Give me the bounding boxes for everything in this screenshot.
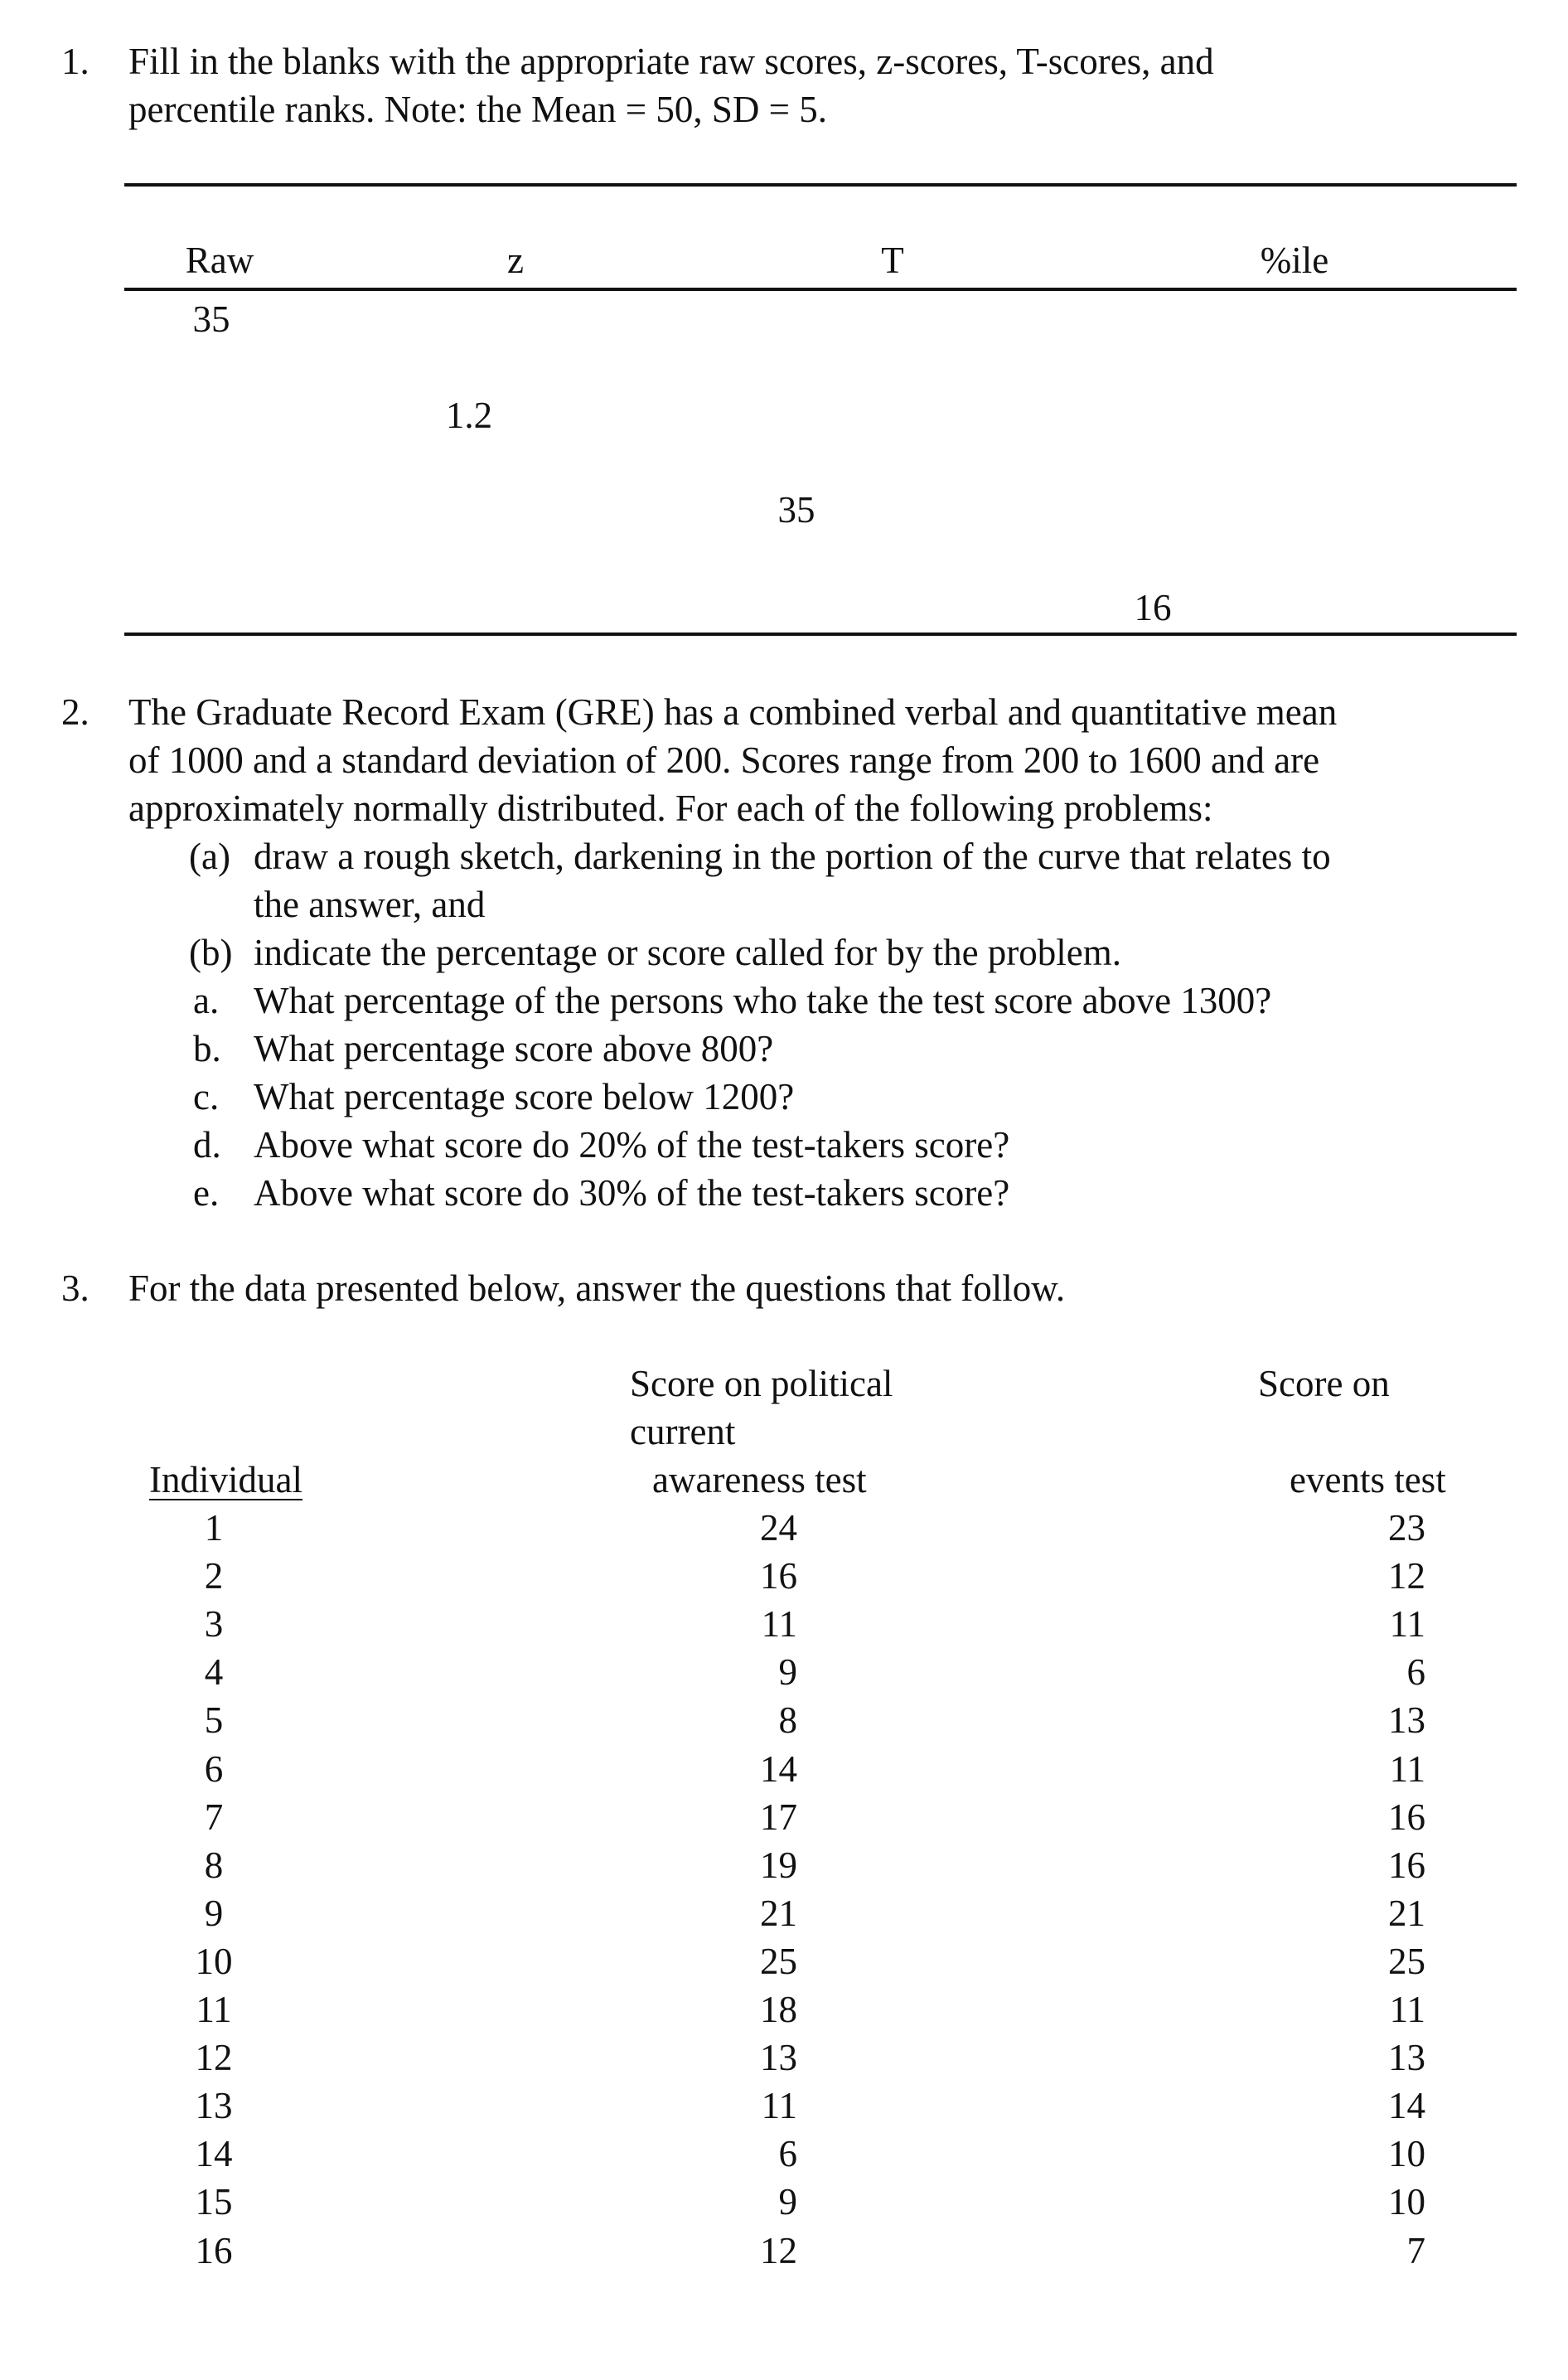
q1-prompt-line2: percentile ranks. Note: the Mean = 50, SD = 5. — [128, 89, 828, 130]
q3-cell-events: 6 — [1406, 1651, 1425, 1693]
q3-cell-political: 13 — [760, 2037, 797, 2078]
q1-header-t: T — [881, 240, 904, 281]
q3-cell-individual: 10 — [195, 1941, 233, 1982]
q3-cell-political: 18 — [760, 1989, 797, 2030]
q3-header-individual: Individual — [149, 1459, 302, 1500]
q3-cell-political: 19 — [760, 1844, 797, 1886]
q3-cell-individual: 9 — [204, 1893, 224, 1934]
q1-percentile-value: 16 — [1134, 587, 1172, 628]
q3-prompt: For the data presented below, answer the questions that follow. — [128, 1268, 1066, 1309]
q2-instruction-a-line1: draw a rough sketch, darkening in the portion of the curve that relates to — [254, 836, 1331, 877]
q2-instruction-b-line1: indicate the percentage or score called for by the problem. — [254, 932, 1122, 973]
q3-cell-individual: 2 — [204, 1555, 224, 1597]
q3-header-political-line2: current — [630, 1411, 736, 1452]
q3-cell-political: 11 — [761, 1603, 797, 1645]
q3-cell-events: 25 — [1388, 1941, 1425, 1982]
q3-cell-individual: 13 — [195, 2085, 233, 2126]
q1-table-bottom-rule — [124, 633, 1517, 636]
q2-subquestion-label: e. — [193, 1172, 220, 1214]
q1-z-value: 1.2 — [445, 395, 493, 436]
q3-cell-individual: 12 — [195, 2037, 233, 2078]
q3-cell-political: 8 — [778, 1699, 797, 1741]
q1-t-value: 35 — [777, 489, 815, 531]
q3-cell-political: 11 — [761, 2085, 797, 2126]
q2-subquestion-label: b. — [193, 1028, 221, 1069]
q2-subquestion-label: a. — [193, 980, 220, 1021]
q1-header-z: z — [507, 240, 524, 281]
q3-cell-individual: 7 — [204, 1796, 224, 1838]
q3-cell-political: 6 — [778, 2133, 797, 2174]
q1-header-raw: Raw — [185, 240, 254, 281]
q3-cell-political: 12 — [760, 2230, 797, 2271]
q2-subquestion-text: What percentage of the persons who take the test score above 1300? — [254, 980, 1272, 1021]
q3-cell-events: 16 — [1388, 1844, 1425, 1886]
q2-number: 2. — [61, 691, 90, 733]
q1-number: 1. — [61, 41, 90, 82]
q3-number: 3. — [61, 1268, 90, 1309]
q3-cell-individual: 4 — [204, 1651, 224, 1693]
q2-intro-line2: of 1000 and a standard deviation of 200. Scores range from 200 to 1600 and are — [128, 739, 1320, 781]
q3-cell-political: 9 — [778, 1651, 797, 1693]
q3-cell-events: 7 — [1406, 2230, 1425, 2271]
q3-cell-events: 10 — [1388, 2181, 1425, 2222]
q3-cell-individual: 11 — [196, 1989, 232, 2030]
q3-cell-individual: 14 — [195, 2133, 233, 2174]
q3-cell-events: 13 — [1388, 1699, 1425, 1741]
q2-intro-line3: approximately normally distributed. For each of the following problems: — [128, 788, 1213, 829]
q1-header-percentile: %ile — [1260, 240, 1329, 281]
q1-raw-value: 35 — [192, 298, 230, 340]
q3-cell-events: 11 — [1389, 1748, 1425, 1790]
q3-cell-political: 9 — [778, 2181, 797, 2222]
q3-cell-events: 16 — [1388, 1796, 1425, 1838]
q3-cell-events: 14 — [1388, 2085, 1425, 2126]
q2-instruction-a-label: (a) — [189, 836, 230, 877]
q2-subquestion-text: What percentage score above 800? — [254, 1028, 774, 1069]
q3-cell-events: 12 — [1388, 1555, 1425, 1597]
q3-cell-events: 10 — [1388, 2133, 1425, 2174]
q3-cell-political: 17 — [760, 1796, 797, 1838]
q3-cell-individual: 3 — [204, 1603, 224, 1645]
q2-intro-line1: The Graduate Record Exam (GRE) has a combined verbal and quantitative mean — [128, 691, 1338, 733]
q3-cell-political: 24 — [760, 1507, 797, 1549]
q3-cell-political: 25 — [760, 1941, 797, 1982]
q1-header-rule — [124, 288, 1517, 291]
q3-cell-individual: 1 — [204, 1507, 224, 1549]
q3-cell-events: 23 — [1388, 1507, 1425, 1549]
q3-cell-individual: 16 — [195, 2230, 233, 2271]
q3-cell-political: 21 — [760, 1893, 797, 1934]
q2-subquestion-label: c. — [193, 1076, 220, 1117]
q3-cell-individual: 15 — [195, 2181, 233, 2222]
q3-cell-political: 16 — [760, 1555, 797, 1597]
q3-cell-individual: 5 — [204, 1699, 224, 1741]
q3-header-events-line3: events test — [1290, 1459, 1446, 1500]
q3-header-political-line3: awareness test — [652, 1459, 867, 1500]
q3-cell-events: 13 — [1388, 2037, 1425, 2078]
q1-prompt-line1: Fill in the blanks with the appropriate raw scores, z-scores, T-scores, and — [128, 41, 1214, 82]
q2-subquestion-text: What percentage score below 1200? — [254, 1076, 795, 1117]
q2-instruction-b-label: (b) — [189, 932, 233, 973]
q2-subquestion-text: Above what score do 20% of the test-takers score? — [254, 1124, 1010, 1166]
q2-subquestion-text: Above what score do 30% of the test-takers score? — [254, 1172, 1010, 1214]
q3-cell-individual: 8 — [204, 1844, 224, 1886]
q2-subquestion-label: d. — [193, 1124, 221, 1166]
q2-instruction-a-line2: the answer, and — [254, 884, 486, 925]
q3-cell-individual: 6 — [204, 1748, 224, 1790]
q3-header-events-line1: Score on — [1258, 1363, 1390, 1404]
q3-cell-events: 21 — [1388, 1893, 1425, 1934]
q3-cell-events: 11 — [1389, 1989, 1425, 2030]
q3-header-political-line1: Score on political — [630, 1363, 893, 1404]
q3-cell-political: 14 — [760, 1748, 797, 1790]
q1-table-top-rule — [124, 183, 1517, 187]
q3-cell-events: 11 — [1389, 1603, 1425, 1645]
